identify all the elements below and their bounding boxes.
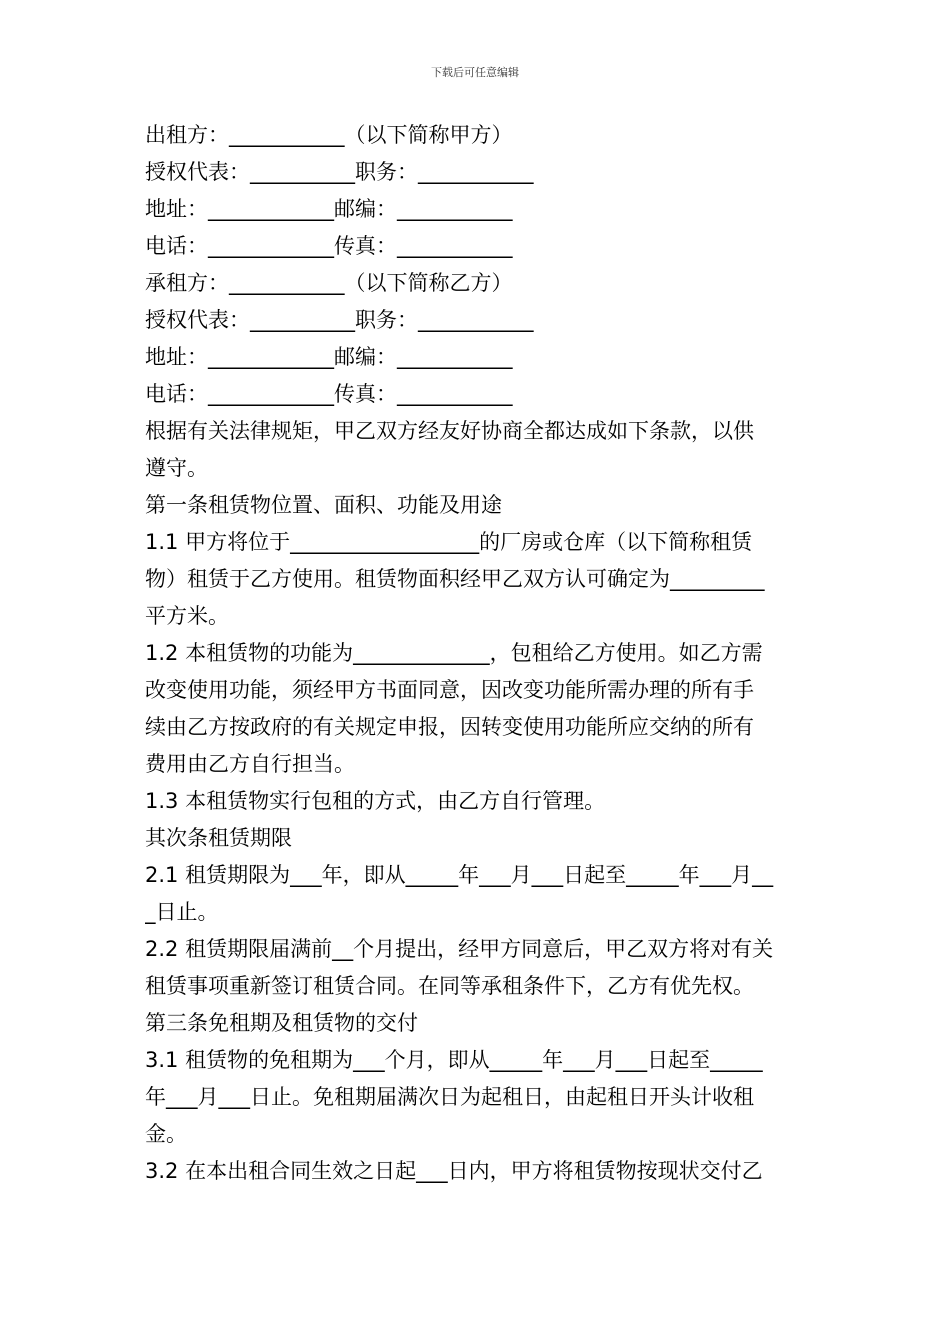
page-header: 下载后可任意编辑	[431, 66, 519, 79]
article-2-heading: 其次条租赁期限	[145, 826, 292, 850]
clause-3-2-line-1: 3.2 在本出租合同生效之日起___日内，甲方将租赁物按现状交付乙	[145, 1159, 763, 1183]
preamble-line-1: 根据有关法律规矩，甲乙双方经友好协商全都达成如下条款，以供	[145, 419, 754, 443]
clause-2-2-line-2: 租赁事项重新签订租赁合同。在同等承租条件下，乙方有优先权。	[145, 974, 754, 998]
lessee-line: 承租方：___________（以下简称乙方）	[145, 271, 513, 295]
clause-1-1-line-1: 1.1 甲方将位于__________________的厂房或仓库（以下简称租赁	[145, 530, 753, 554]
clause-2-2-line-1: 2.2 租赁期限届满前__个月提出，经甲方同意后，甲乙双方将对有关	[145, 937, 774, 961]
clause-1-2-line-4: 费用由乙方自行担当。	[145, 752, 355, 776]
lessor-representative-line: 授权代表：__________职务：___________	[145, 160, 534, 184]
lessee-representative-line: 授权代表：__________职务：___________	[145, 308, 534, 332]
lessor-line: 出租方：___________（以下简称甲方）	[145, 123, 513, 147]
clause-1-2-line-3: 续由乙方按政府的有关规定申报，因转变使用功能所应交纳的所有	[145, 715, 754, 739]
clause-1-2-line-1: 1.2 本租赁物的功能为_____________，包租给乙方使用。如乙方需	[145, 641, 763, 665]
clause-3-1-line-2: 年___月___日止。免租期届满次日为起租日，由起租日开头计收租	[145, 1085, 754, 1109]
clause-3-1-line-3: 金。	[145, 1122, 187, 1146]
clause-3-1-line-1: 3.1 租赁物的免租期为___个月，即从_____年___月___日起至_____	[145, 1048, 763, 1072]
lessor-phone-line: 电话：____________传真：___________	[145, 234, 513, 258]
article-1-heading: 第一条租赁物位置、面积、功能及用途	[145, 493, 502, 517]
clause-2-1-line-2: _日止。	[145, 900, 219, 924]
preamble-line-2: 遵守。	[145, 456, 208, 480]
lessee-address-line: 地址：____________邮编：___________	[145, 345, 513, 369]
clause-1-1-line-2: 物）租赁于乙方使用。租赁物面积经甲乙双方认可确定为_________	[145, 567, 765, 591]
clause-1-2-line-2: 改变使用功能，须经甲方书面同意，因改变功能所需办理的所有手	[145, 678, 754, 702]
lessee-phone-line: 电话：____________传真：___________	[145, 382, 513, 406]
lessor-address-line: 地址：____________邮编：___________	[145, 197, 513, 221]
clause-1-1-line-3: 平方米。	[145, 604, 229, 628]
document-body	[145, 117, 807, 1190]
clause-2-1-line-1: 2.1 租赁期限为___年，即从_____年___月___日起至_____年___月__	[145, 863, 774, 887]
clause-1-3-line-1: 1.3 本租赁物实行包租的方式，由乙方自行管理。	[145, 789, 606, 813]
article-3-heading: 第三条免租期及租赁物的交付	[145, 1011, 418, 1035]
